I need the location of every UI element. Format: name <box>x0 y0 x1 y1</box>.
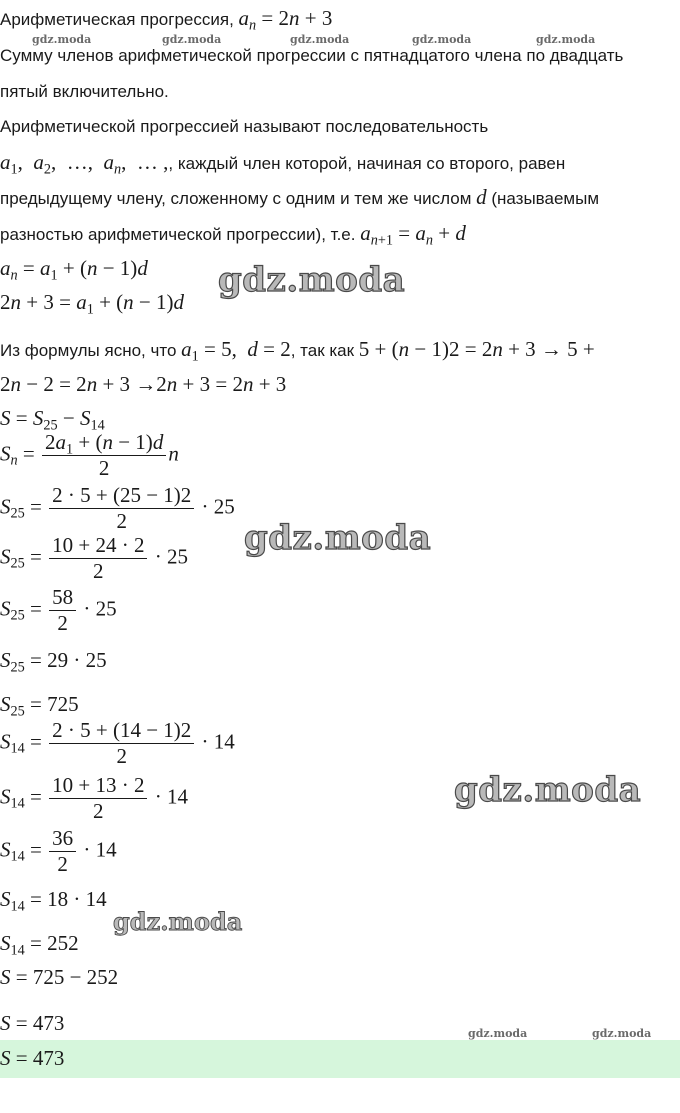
final-result: S = 473 <box>0 1011 65 1035</box>
s14-result: $S_{14} = 252$ <box>0 931 79 959</box>
task-line-1: Сумму членов арифметической прогрессии с пятнадцатого члена по двадцать <box>0 46 624 65</box>
watermark-small: gdz.moda <box>162 33 222 46</box>
answer-box <box>0 1040 680 1078</box>
title-text: Арифметическая прогрессия, <box>0 10 239 29</box>
watermark-large: gdz.moda <box>244 518 432 558</box>
from-formula-text: Из формулы ясно, что <box>0 341 182 360</box>
watermark-small: gdz.moda <box>536 33 596 46</box>
definition-line-3-tail: (называемым <box>486 189 600 208</box>
d-symbol: d <box>476 185 487 209</box>
definition-line-4-text: разностью арифметической прогрессии), т.е. <box>0 225 361 244</box>
recurrence-formula: $a_{n+1} = a_n + d$ <box>360 221 466 249</box>
s25-step-1: $S_{25}$ = $\frac{2 \cdot 5 + (25 - 1)2}{2}$ · 25 <box>0 483 235 533</box>
check-formula-1: 5 + (n − 1)2 = 2n + 3 → 5 + <box>358 337 595 361</box>
s25-step-2: $S_{25}$ = $\frac{10 + 24 \cdot 2}{2}$ · 25 <box>0 533 188 583</box>
definition-line-3-text: предыдущему члену, сложенному с одним и тем же числом <box>0 189 477 208</box>
watermark-small: gdz.moda <box>290 33 350 46</box>
watermark-small: gdz.moda <box>32 33 92 46</box>
definition-line-4 <box>0 221 466 249</box>
sequence-formula: $a_1$, $a_2$, …, $a_n$, … , <box>0 150 169 178</box>
watermark-large: gdz.moda <box>218 260 406 300</box>
since-text: , так как <box>290 341 359 360</box>
definition-line-2-text: , каждый член которой, начиная со второго, равен <box>168 154 566 173</box>
final-difference: S = 725 − 252 <box>0 965 119 989</box>
title-formula: $a_n = 2n + 3$ <box>238 6 333 34</box>
sum-difference: $S = S_{25} - S_{14}$ <box>0 406 105 434</box>
general-term-formula: $a_n = a_1 + (n - 1)d$ <box>0 256 148 284</box>
a1-d-values: $a_1 = 5$, d = 2 <box>181 337 291 365</box>
from-formula-line <box>0 337 595 365</box>
watermark-large: gdz.moda <box>454 770 642 810</box>
task-line-2: пятый включительно. <box>0 82 169 101</box>
title-line <box>0 6 333 34</box>
definition-line-2 <box>0 150 566 178</box>
s14-step-2: $S_{14}$ = $\frac{10 + 13 \cdot 2}{2}$ · 14 <box>0 773 188 823</box>
watermark-medium: gdz.moda <box>113 907 243 936</box>
watermark-small: gdz.moda <box>592 1027 652 1040</box>
s14-step-3: $S_{14}$ = $\frac{36}{2}$ · 14 <box>0 826 117 876</box>
s25-step-4: $S_{25} = 29 \cdot 25$ <box>0 648 107 676</box>
sum-formula: $S_n$ = $\frac{2a_1 + (n - 1)d}{2}$ n <box>0 430 179 480</box>
definition-line-3 <box>0 185 599 210</box>
check-formula-2: 2n − 2 = 2n + 3 →2n + 3 = 2n + 3 <box>0 372 287 396</box>
s14-step-4: $S_{14} = 18 \cdot 14$ <box>0 887 107 915</box>
general-term-equation: $2n + 3 = a_1 + (n - 1)d$ <box>0 290 185 318</box>
s25-result: $S_{25} = 725$ <box>0 692 79 720</box>
s14-step-1: $S_{14}$ = $\frac{2 \cdot 5 + (14 - 1)2}{2}$ · 14 <box>0 718 235 768</box>
watermark-small: gdz.moda <box>412 33 472 46</box>
definition-line-1: Арифметической прогрессией называют последовательность <box>0 117 489 136</box>
answer-text: S = 473 <box>0 1046 65 1070</box>
watermark-small: gdz.moda <box>468 1027 528 1040</box>
s25-step-3: $S_{25}$ = $\frac{58}{2}$ · 25 <box>0 585 117 635</box>
